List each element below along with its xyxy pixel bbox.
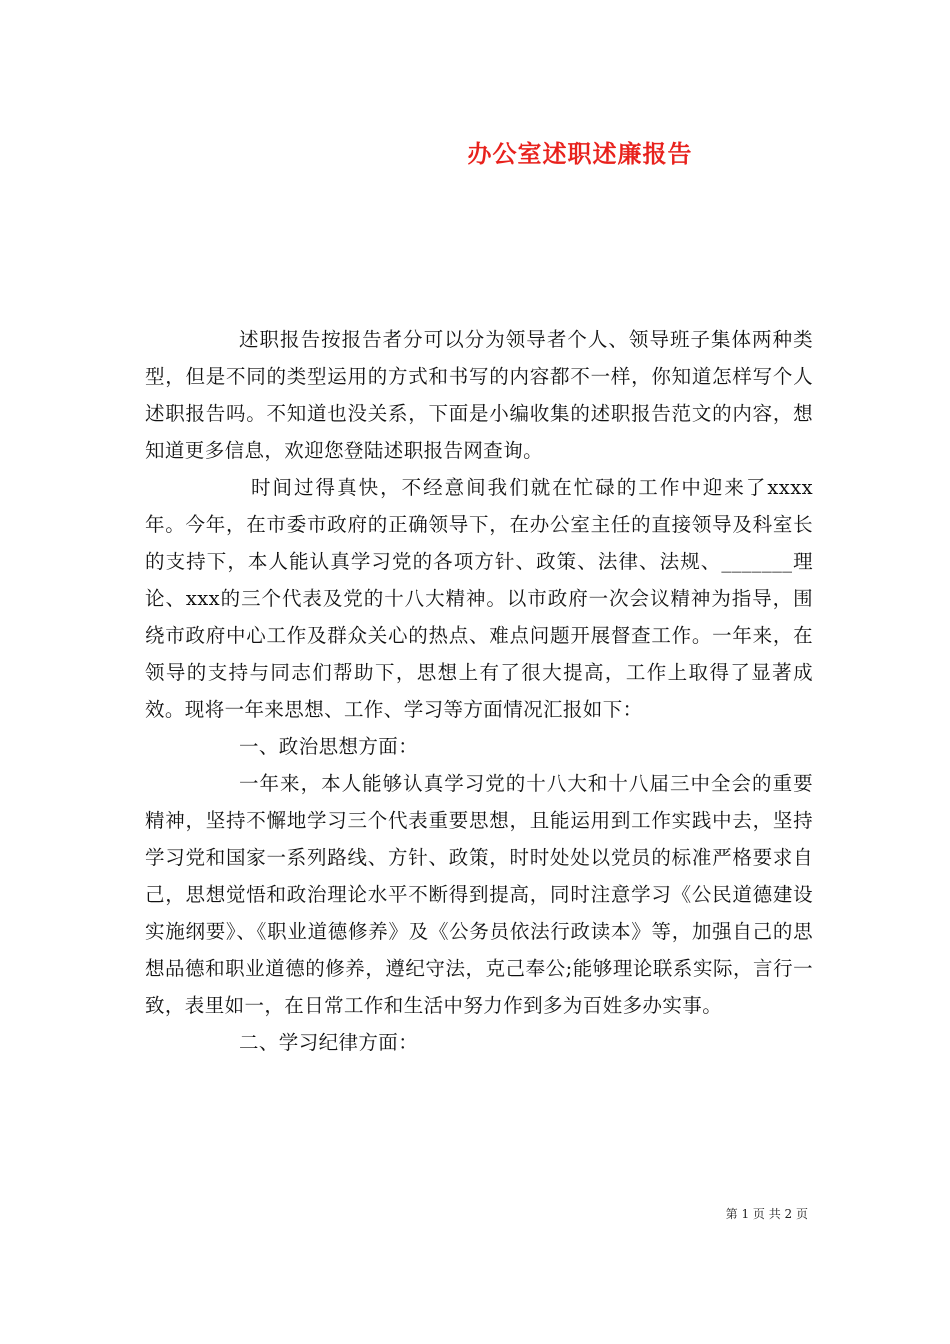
document-title: 办公室述职述廉报告 <box>467 139 693 168</box>
section-heading-political: 一、政治思想方面： <box>239 735 419 758</box>
document-body <box>145 321 813 1061</box>
paragraph-political: 一年来，本人能够认真学习党的十八大和十八届三中全会的重要精神，坚持不懈地学习三个代表重要思想，且能运用到工作实践中去，坚持学习党和国家一系列路线、方针、政策，时时处处以党员的标准严格要求自己，思想觉悟和政治理论水平不断得到提高，同时注意学习《公民道德建设实施纲要》、《职业道德修养》及《公务员依法行政读本》等，加强自己的思想品德和职业道德的修养，遵纪守法，克己奉公;能够理论联系实际，言行一致，表里如一，在日常工作和生活中努力作到多为百姓多办实事。 <box>145 772 813 1017</box>
paragraph-overview: 时间过得真快，不经意间我们就在忙碌的工作中迎来了xxxx年。今年，在市委市政府的正确领导下，在办公室主任的直接领导及科室长的支持下，本人能认真学习党的各项方针、政策、法律、法规、_______理论、xxx的三个代表及党的十八大精神。以市政府一次会议精神为指导，围绕市政府中心工作及群众关心的热点、难点问题开展督查工作。一年来，在领导的支持与同志们帮助下，思想上有了很大提高，工作上取得了显著成效。现将一年来思想、工作、学习等方面情况汇报如下： <box>145 476 813 721</box>
section-heading-study: 二、学习纪律方面： <box>239 1031 419 1054</box>
paragraph-intro: 述职报告按报告者分可以分为领导者个人、领导班子集体两种类型，但是不同的类型运用的方式和书写的内容都不一样，你知道怎样写个人述职报告吗。不知道也没关系，下面是小编收集的述职报告范文的内容，想知道更多信息，欢迎您登陆述职报告网查询。 <box>145 328 813 462</box>
page-indicator: 第 1 页 共 2 页 <box>725 1207 808 1221</box>
